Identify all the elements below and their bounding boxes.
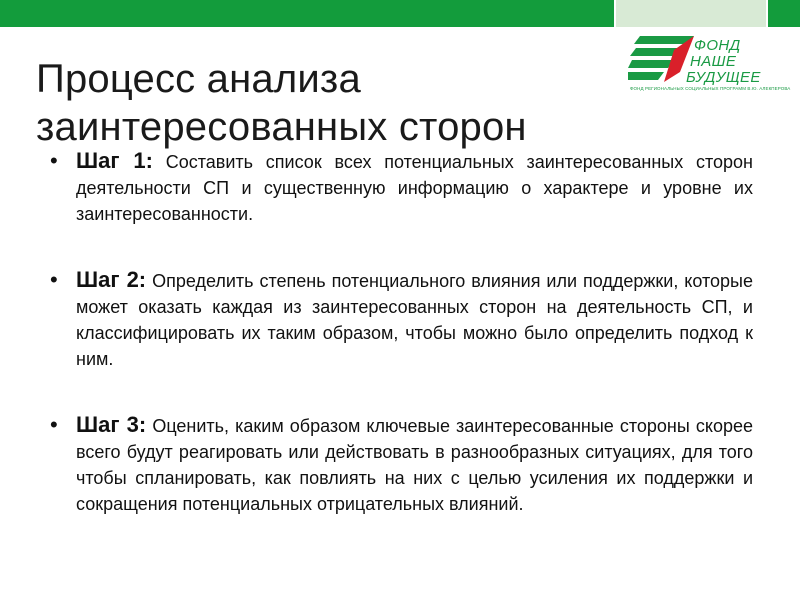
step-label: Шаг 2: bbox=[76, 267, 147, 292]
step-item-1 bbox=[50, 148, 753, 227]
logo-word-3: БУДУЩЕЕ bbox=[686, 69, 761, 86]
steps-list bbox=[50, 148, 753, 557]
step-text-block bbox=[76, 148, 753, 227]
step-text-block bbox=[76, 267, 753, 372]
step-label: Шаг 3: bbox=[76, 412, 147, 437]
top-accent-bar bbox=[0, 0, 800, 27]
top-bar-segment-green-right bbox=[768, 0, 800, 27]
top-bar-segment-light bbox=[616, 0, 766, 27]
step-text-block bbox=[76, 412, 753, 517]
foundation-logo bbox=[628, 36, 791, 98]
step-label: Шаг 1: bbox=[76, 148, 153, 173]
logo-word-2: НАШЕ bbox=[690, 53, 737, 70]
bullet-icon: • bbox=[50, 412, 58, 437]
step-description: Составить список всех потенциальных заинтересованных сторон деятельности СП и существенную информацию о характере и уровне их заинтересованности. bbox=[76, 152, 753, 224]
bullet-icon: • bbox=[50, 148, 58, 173]
step-item-2 bbox=[50, 267, 753, 372]
step-description: Определить степень потенциального влияния или поддержки, которые может оказать каждая из заинтересованных сторон на деятельность СП, и классифицировать их таким образом, чтобы можно было определить подход к ним. bbox=[76, 271, 753, 369]
slide-title: Процесс анализа заинтересованных сторон bbox=[36, 56, 527, 149]
bullet-icon: • bbox=[50, 267, 58, 292]
logo-subtitle: ФОНД РЕГИОНАЛЬНЫХ СОЦИАЛЬНЫХ ПРОГРАММ В.Ю. АЛЕКПЕРОВА bbox=[630, 86, 791, 91]
step-description: Оценить, каким образом ключевые заинтересованные стороны скорее всего будут реагировать или действовать в разнообразных ситуациях, для того чтобы спланировать, как повлиять на них с целью усиления их поддержки и сокращения потенциальных отрицательных влияний. bbox=[76, 416, 753, 514]
logo-word-1: ФОНД bbox=[694, 37, 741, 54]
step-item-3 bbox=[50, 412, 753, 517]
top-bar-segment-green bbox=[0, 0, 614, 27]
